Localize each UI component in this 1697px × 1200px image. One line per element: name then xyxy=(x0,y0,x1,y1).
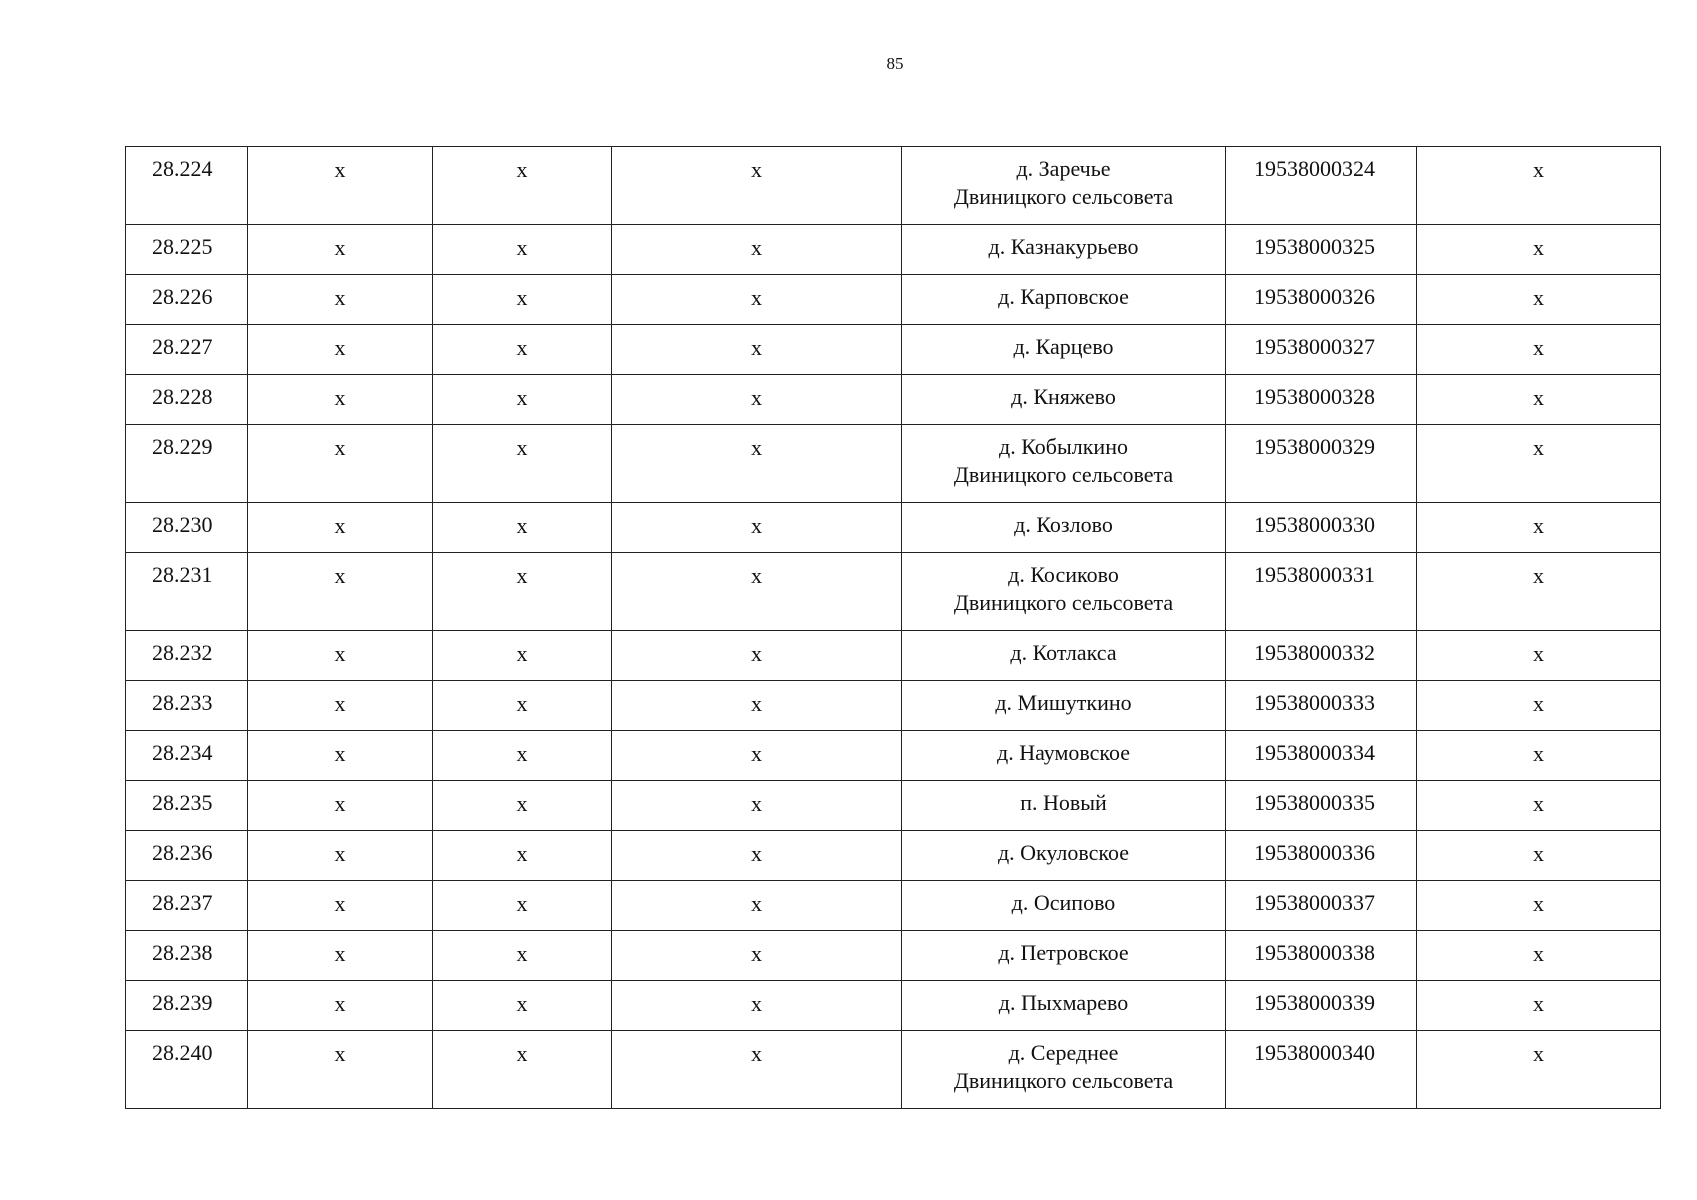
mark-cell: х xyxy=(1417,503,1661,553)
settlement-name-line: д. Козлово xyxy=(1014,512,1113,537)
mark-cell: х xyxy=(1417,553,1661,631)
mark-cell: х xyxy=(1417,147,1661,225)
oktmo-code-cell: 19538000336 xyxy=(1226,831,1417,881)
mark-cell: х xyxy=(1417,375,1661,425)
mark-cell: х xyxy=(1417,225,1661,275)
mark-cell: х xyxy=(248,681,433,731)
settlement-name-cell xyxy=(902,881,1226,931)
table-row xyxy=(126,631,1661,681)
mark-cell: х xyxy=(1417,881,1661,931)
settlement-name-cell xyxy=(902,553,1226,631)
oktmo-code-cell: 19538000338 xyxy=(1226,931,1417,981)
mark-cell: х xyxy=(433,425,612,503)
settlement-name-line: д. Заречье xyxy=(1016,156,1111,181)
settlement-name-cell xyxy=(902,1031,1226,1109)
settlement-name-line: д. Наумовское xyxy=(997,740,1130,765)
oktmo-code-cell: 19538000335 xyxy=(1226,781,1417,831)
mark-cell: х xyxy=(248,325,433,375)
table-row xyxy=(126,503,1661,553)
mark-cell: х xyxy=(612,631,902,681)
mark-cell: х xyxy=(612,931,902,981)
row-number-cell: 28.231 xyxy=(126,553,248,631)
mark-cell: х xyxy=(612,1031,902,1109)
mark-cell: х xyxy=(612,981,902,1031)
row-number-cell: 28.227 xyxy=(126,325,248,375)
settlement-name-cell xyxy=(902,503,1226,553)
table-row xyxy=(126,275,1661,325)
mark-cell: х xyxy=(612,375,902,425)
settlement-name-line: Двиницкого сельсовета xyxy=(953,1068,1174,1093)
table-row xyxy=(126,553,1661,631)
oktmo-code-cell: 19538000333 xyxy=(1226,681,1417,731)
oktmo-code-cell: 19538000337 xyxy=(1226,881,1417,931)
mark-cell: х xyxy=(612,881,902,931)
row-number-cell: 28.235 xyxy=(126,781,248,831)
table-row xyxy=(126,931,1661,981)
oktmo-code-cell: 19538000340 xyxy=(1226,1031,1417,1109)
mark-cell: х xyxy=(612,831,902,881)
mark-cell: х xyxy=(248,425,433,503)
mark-cell: х xyxy=(612,731,902,781)
mark-cell: х xyxy=(1417,681,1661,731)
row-number-cell: 28.239 xyxy=(126,981,248,1031)
row-number-cell: 28.240 xyxy=(126,1031,248,1109)
registry-table xyxy=(125,146,1661,1109)
table-row xyxy=(126,1031,1661,1109)
table-row xyxy=(126,731,1661,781)
mark-cell: х xyxy=(1417,631,1661,681)
mark-cell: х xyxy=(433,553,612,631)
mark-cell: х xyxy=(433,275,612,325)
settlement-name-line: п. Новый xyxy=(1020,790,1107,815)
row-number-cell: 28.234 xyxy=(126,731,248,781)
oktmo-code-cell: 19538000332 xyxy=(1226,631,1417,681)
table-row xyxy=(126,681,1661,731)
mark-cell: х xyxy=(612,275,902,325)
mark-cell: х xyxy=(248,731,433,781)
settlement-name-cell xyxy=(902,681,1226,731)
settlement-name-cell xyxy=(902,275,1226,325)
row-number-cell: 28.225 xyxy=(126,225,248,275)
row-number-cell: 28.224 xyxy=(126,147,248,225)
mark-cell: х xyxy=(433,731,612,781)
mark-cell: х xyxy=(433,225,612,275)
settlement-name-line: д. Казнакурьево xyxy=(988,234,1139,259)
mark-cell: х xyxy=(248,503,433,553)
settlement-name-line: Двиницкого сельсовета xyxy=(953,590,1174,615)
table-row xyxy=(126,781,1661,831)
settlement-name-cell xyxy=(902,425,1226,503)
mark-cell: х xyxy=(1417,275,1661,325)
settlement-name-cell xyxy=(902,831,1226,881)
mark-cell: х xyxy=(433,503,612,553)
table-row xyxy=(126,147,1661,225)
row-number-cell: 28.228 xyxy=(126,375,248,425)
oktmo-code-cell: 19538000330 xyxy=(1226,503,1417,553)
mark-cell: х xyxy=(1417,1031,1661,1109)
oktmo-code-cell: 19538000326 xyxy=(1226,275,1417,325)
mark-cell: х xyxy=(248,275,433,325)
oktmo-code-cell: 19538000331 xyxy=(1226,553,1417,631)
table-row xyxy=(126,425,1661,503)
row-number-cell: 28.230 xyxy=(126,503,248,553)
settlement-name-line: д. Середнее xyxy=(1008,1040,1119,1065)
oktmo-code-cell: 19538000329 xyxy=(1226,425,1417,503)
oktmo-code-cell: 19538000328 xyxy=(1226,375,1417,425)
mark-cell: х xyxy=(248,831,433,881)
mark-cell: х xyxy=(433,325,612,375)
settlement-name-line: Двиницкого сельсовета xyxy=(953,184,1174,209)
mark-cell: х xyxy=(433,831,612,881)
oktmo-code-cell: 19538000327 xyxy=(1226,325,1417,375)
settlement-name-cell xyxy=(902,147,1226,225)
row-number-cell: 28.226 xyxy=(126,275,248,325)
mark-cell: х xyxy=(1417,931,1661,981)
mark-cell: х xyxy=(248,881,433,931)
settlement-name-line: д. Петровское xyxy=(998,940,1129,965)
mark-cell: х xyxy=(433,631,612,681)
mark-cell: х xyxy=(248,1031,433,1109)
settlement-name-cell xyxy=(902,631,1226,681)
settlement-name-line: д. Окуловское xyxy=(997,840,1130,865)
settlement-name-cell xyxy=(902,731,1226,781)
oktmo-code-cell: 19538000334 xyxy=(1226,731,1417,781)
mark-cell: х xyxy=(612,225,902,275)
settlement-name-line: д. Княжево xyxy=(1011,384,1116,409)
mark-cell: х xyxy=(433,375,612,425)
mark-cell: х xyxy=(433,681,612,731)
mark-cell: х xyxy=(1417,831,1661,881)
settlement-name-cell xyxy=(902,981,1226,1031)
settlement-name-cell xyxy=(902,781,1226,831)
settlement-name-cell xyxy=(902,325,1226,375)
table-row xyxy=(126,881,1661,931)
mark-cell: х xyxy=(248,781,433,831)
page-number: 85 xyxy=(886,54,904,73)
mark-cell: х xyxy=(1417,781,1661,831)
settlement-name-line: Двиницкого сельсовета xyxy=(953,462,1174,487)
mark-cell: х xyxy=(1417,325,1661,375)
table-row xyxy=(126,225,1661,275)
mark-cell: х xyxy=(612,503,902,553)
registry-body xyxy=(126,147,1661,1109)
mark-cell: х xyxy=(1417,731,1661,781)
mark-cell: х xyxy=(612,425,902,503)
mark-cell: х xyxy=(612,147,902,225)
settlement-name-line: д. Карповское xyxy=(998,284,1129,309)
table-row xyxy=(126,375,1661,425)
mark-cell: х xyxy=(433,981,612,1031)
settlement-name-line: д. Пыхмарево xyxy=(998,990,1129,1015)
row-number-cell: 28.233 xyxy=(126,681,248,731)
mark-cell: х xyxy=(248,931,433,981)
mark-cell: х xyxy=(433,147,612,225)
settlement-name-cell xyxy=(902,375,1226,425)
row-number-cell: 28.232 xyxy=(126,631,248,681)
mark-cell: х xyxy=(612,781,902,831)
mark-cell: х xyxy=(248,225,433,275)
mark-cell: х xyxy=(433,781,612,831)
mark-cell: х xyxy=(612,325,902,375)
table-row xyxy=(126,325,1661,375)
mark-cell: х xyxy=(248,147,433,225)
row-number-cell: 28.229 xyxy=(126,425,248,503)
settlement-name-cell xyxy=(902,931,1226,981)
table-row xyxy=(126,981,1661,1031)
settlement-name-line: д. Карцево xyxy=(1013,334,1114,359)
mark-cell: х xyxy=(248,375,433,425)
settlement-name-line: д. Кобылкино xyxy=(999,434,1128,459)
mark-cell: х xyxy=(433,931,612,981)
table-row xyxy=(126,831,1661,881)
row-number-cell: 28.236 xyxy=(126,831,248,881)
oktmo-code-cell: 19538000339 xyxy=(1226,981,1417,1031)
settlement-name-line: д. Мишуткино xyxy=(995,690,1132,715)
settlement-name-line: д. Косиково xyxy=(1008,562,1119,587)
row-number-cell: 28.238 xyxy=(126,931,248,981)
settlement-name-line: д. Осипово xyxy=(1011,890,1116,915)
mark-cell: х xyxy=(612,553,902,631)
mark-cell: х xyxy=(248,553,433,631)
mark-cell: х xyxy=(248,981,433,1031)
settlement-name-cell xyxy=(902,225,1226,275)
settlement-name-line: д. Котлакса xyxy=(1010,640,1117,665)
oktmo-code-cell: 19538000324 xyxy=(1226,147,1417,225)
oktmo-code-cell: 19538000325 xyxy=(1226,225,1417,275)
mark-cell: х xyxy=(1417,981,1661,1031)
mark-cell: х xyxy=(248,631,433,681)
row-number-cell: 28.237 xyxy=(126,881,248,931)
mark-cell: х xyxy=(433,881,612,931)
mark-cell: х xyxy=(433,1031,612,1109)
mark-cell: х xyxy=(612,681,902,731)
mark-cell: х xyxy=(1417,425,1661,503)
